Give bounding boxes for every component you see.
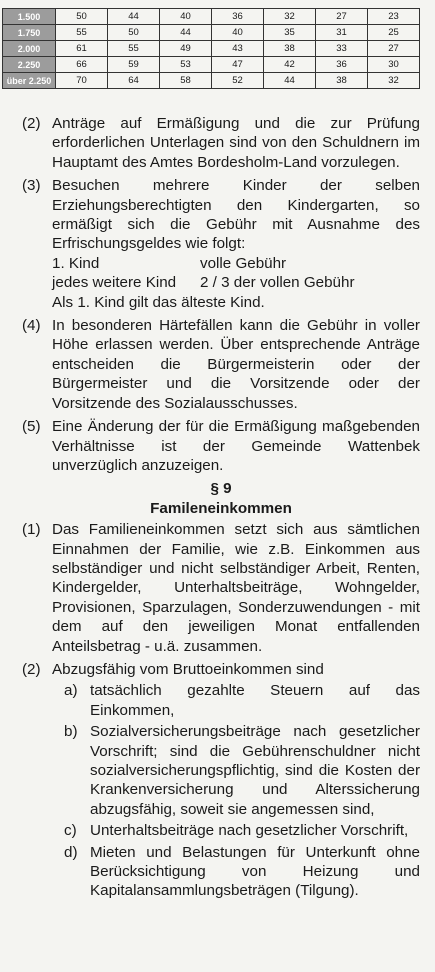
fee-cell: 47: [212, 57, 264, 73]
list-item: [58, 843, 420, 901]
fee-cell: 23: [368, 9, 420, 25]
fee-cell: 38: [316, 73, 368, 89]
list-item-text: Sozialversicherungsbeiträge nach gesetzlicher Vorschrift; sind die Gebührenschuldner nicht sozialversicherungspflichtig, sind die Kosten der Krankenversicherung und Alterssicherung abzugsfähig, soweit sie angemessen sind,: [90, 723, 420, 818]
list-item-text: tatsächlich gezahlte Steuern auf das Einkommen,: [90, 682, 420, 719]
sibling-rule-row: [52, 254, 420, 273]
fee-cell: 35: [264, 25, 316, 41]
fee-cell: 61: [56, 41, 108, 57]
table-row: [3, 73, 420, 89]
section9-paragraph-2: [22, 660, 420, 901]
income-cell: 1.500: [3, 9, 56, 25]
sibling-rule-row: [52, 273, 420, 292]
fee-cell: 43: [212, 41, 264, 57]
sibling-note: Als 1. Kind gilt das älteste Kind.: [52, 293, 265, 311]
paragraph-5: [22, 417, 420, 475]
table-row: [3, 57, 420, 73]
fee-cell: 31: [316, 25, 368, 41]
list-item: [58, 681, 420, 720]
paragraph-text: Das Familieneinkommen setzt sich aus sämtlichen Einnahmen der Familie, wie z.B. Einkommen aus selbständiger und nicht selbständiger Arbeit, Renten, Kindergelder, Unterhaltsbeiträge, Wohngelder, Provisionen, Sparzulagen, Sonderzuwendungen - mit dem auf den jeweiligen Monat entfallenden Anteilsbetrag - u.ä. zusammen.: [52, 521, 420, 655]
sibling-label: jedes weitere Kind: [52, 274, 177, 292]
paragraph-number: (4): [22, 317, 41, 335]
list-item-text: Mieten und Belastungen für Unterkunft ohne Berücksichtigung von Heizung und Kapitalansammlungsbeträgen (Tilgung).: [90, 843, 420, 900]
paragraph-number: (5): [22, 418, 41, 436]
document-body: [22, 114, 420, 905]
paragraph-text: Anträge auf Ermäßigung und die zur Prüfung erforderlichen Unterlagen sind von den Schuldnern im Hauptamt des Amtes Bordesholm-Land vorzulegen.: [52, 115, 420, 171]
fee-cell: 44: [160, 25, 212, 41]
fee-cell: 58: [160, 73, 212, 89]
fee-cell: 36: [212, 9, 264, 25]
list-item-text: Unterhaltsbeiträge nach gesetzlicher Vorschrift,: [90, 822, 409, 840]
fee-cell: 42: [264, 57, 316, 73]
fee-cell: 27: [368, 41, 420, 57]
fee-cell: 44: [264, 73, 316, 89]
section-number: § 9: [210, 480, 232, 498]
sibling-label: 1. Kind: [52, 254, 100, 272]
list-item-label: c): [64, 822, 77, 840]
paragraph-4: [22, 316, 420, 413]
fee-cell: 38: [264, 41, 316, 57]
fee-cell: 55: [108, 41, 160, 57]
list-item-label: d): [64, 843, 78, 861]
section9-paragraph-1: [22, 520, 420, 656]
fee-cell: 40: [212, 25, 264, 41]
paragraph-number: (1): [22, 521, 41, 539]
paragraph-text: In besonderen Härtefällen kann die Gebühr in voller Höhe erlassen werden. Über entsprechende Anträge entscheiden die Bürgermeisterin oder der Bürgermeister und die Vorsitzende oder der Vorsitzende des Sozialausschusses.: [52, 317, 420, 412]
fee-cell: 49: [160, 41, 212, 57]
table-row: [3, 25, 420, 41]
list-item-label: b): [64, 723, 78, 741]
fee-cell: 27: [316, 9, 368, 25]
fee-cell: 25: [368, 25, 420, 41]
fee-cell: 36: [316, 57, 368, 73]
deduction-list: [58, 681, 420, 900]
paragraph-number: (3): [22, 177, 41, 195]
fee-cell: 30: [368, 57, 420, 73]
fee-cell: 33: [316, 41, 368, 57]
income-cell: über 2.250: [3, 73, 56, 89]
paragraph-2: [22, 114, 420, 172]
paragraph-number: (2): [22, 660, 41, 678]
fee-cell: 32: [264, 9, 316, 25]
sibling-value: 2 / 3 der vollen Gebühr: [200, 274, 355, 292]
table-row: [3, 41, 420, 57]
fee-cell: 52: [212, 73, 264, 89]
fee-cell: 50: [108, 25, 160, 41]
list-item-label: a): [64, 682, 78, 700]
sibling-value: volle Gebühr: [200, 254, 287, 272]
fee-cell: 59: [108, 57, 160, 73]
paragraph-number: (2): [22, 115, 41, 132]
section-title: Famileneinkommen: [150, 499, 292, 517]
fee-cell: 44: [108, 9, 160, 25]
list-item: [58, 821, 420, 840]
fee-cell: 64: [108, 73, 160, 89]
fee-cell: 50: [56, 9, 108, 25]
income-cell: 1.750: [3, 25, 56, 41]
fee-cell: 55: [56, 25, 108, 41]
income-cell: 2.000: [3, 41, 56, 57]
paragraph-3: [22, 176, 420, 312]
fee-cell: 70: [56, 73, 108, 89]
list-item: [58, 722, 420, 819]
fee-table: [2, 8, 420, 89]
paragraph-text: Abzugsfähig vom Bruttoeinkommen sind: [52, 660, 324, 678]
paragraph-text: Besuchen mehrere Kinder der selben Erziehungsberechtigten den Kindergarten, so ermäßigt sich die Gebühr mit Ausnahme des Erfrischungsgeldes wie folgt:: [52, 177, 420, 253]
fee-cell: 66: [56, 57, 108, 73]
income-cell: 2.250: [3, 57, 56, 73]
fee-cell: 53: [160, 57, 212, 73]
fee-cell: 40: [160, 9, 212, 25]
paragraph-text: Eine Änderung der für die Ermäßigung maßgebenden Verhältnisse ist der Gemeinde Wattenbek unverzüglich anzuzeigen.: [52, 418, 420, 474]
table-row: [3, 9, 420, 25]
fee-cell: 32: [368, 73, 420, 89]
